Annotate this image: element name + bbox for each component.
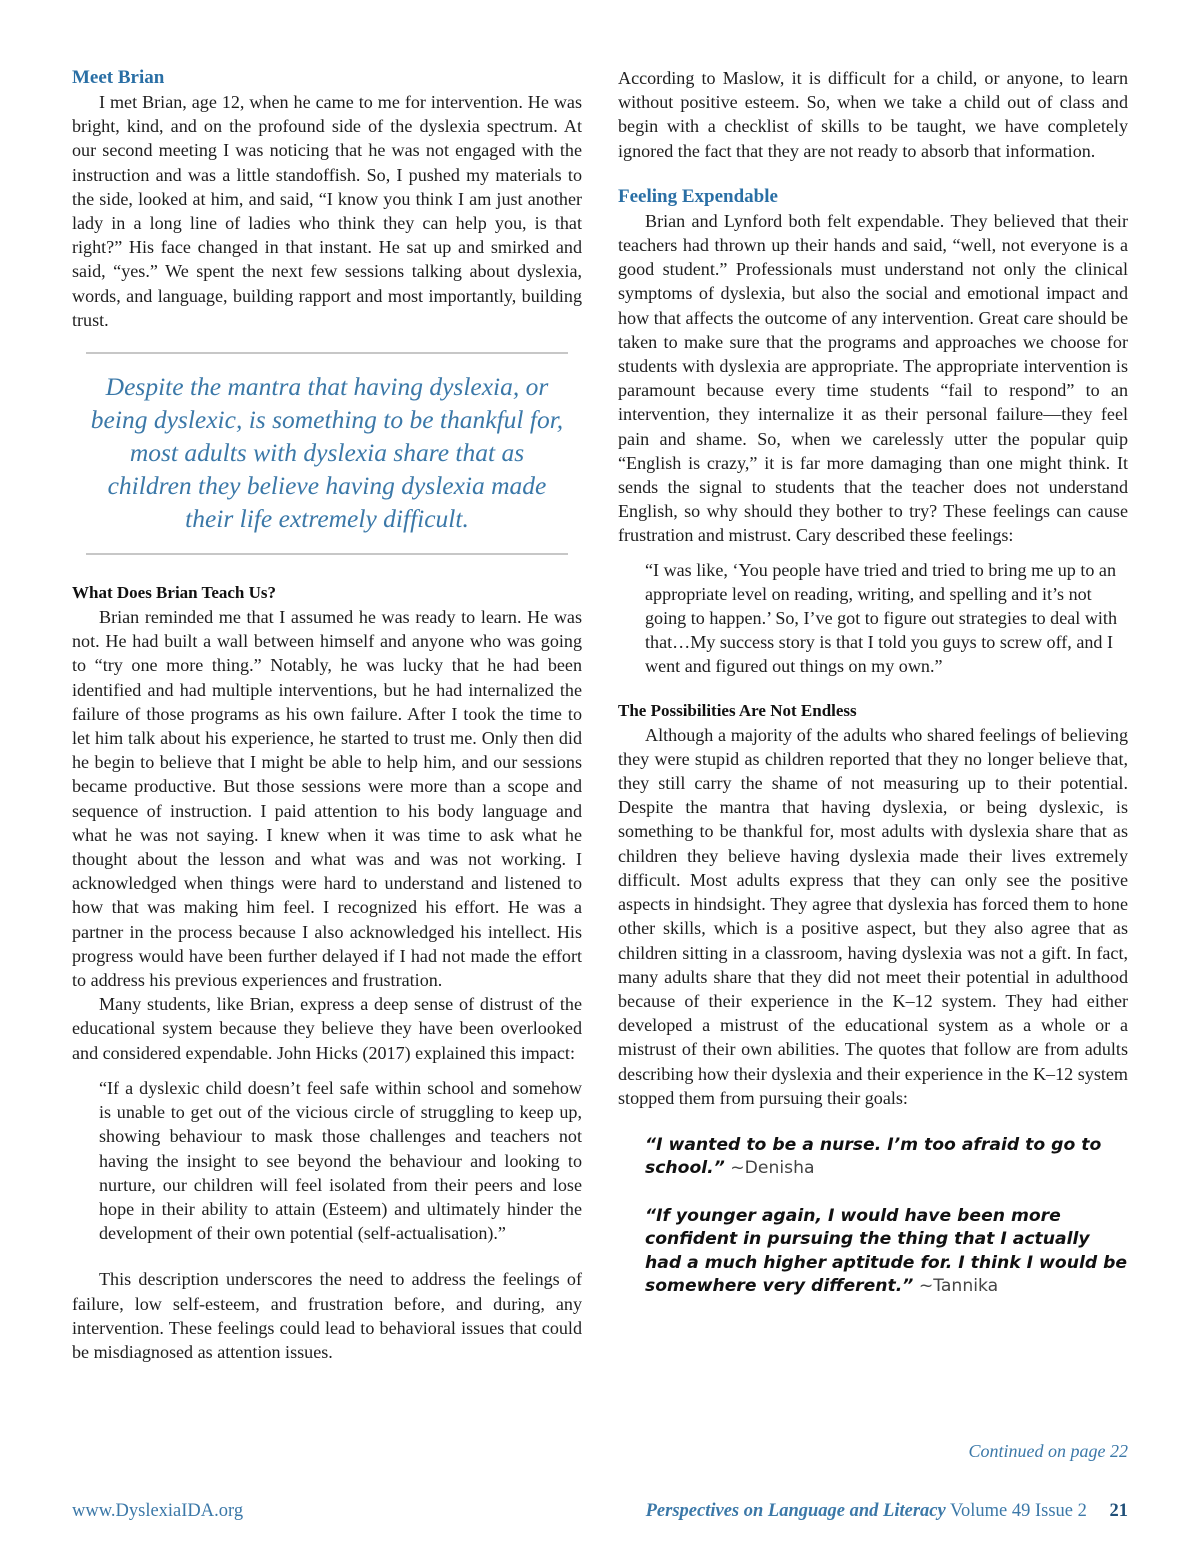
website-link[interactable]: www.DyslexiaIDA.org bbox=[72, 1501, 244, 1521]
left-column bbox=[72, 66, 582, 1364]
magazine-title: Perspectives on Language and Literacy bbox=[645, 1501, 946, 1521]
quote-text: “I wanted to be a nurse. I’m too afraid to go to school.” bbox=[645, 1134, 1102, 1179]
quote-text: “If younger again, I would have been more confident in pursuing the thing that I actually had a much higher aptitude for. I think I would be somewhere very different.” bbox=[645, 1205, 1128, 1297]
quote-author: ~Denisha bbox=[730, 1158, 815, 1179]
block-quote bbox=[645, 558, 1128, 679]
block-quote-text: “If a dyslexic child doesn’t feel safe within school and somehow is unable to get out of the vicious circle of struggling to keep up, showing behaviour to mask those challenges and teachers not having the insight to see beyond the behaviour and looking to nurture, our children will feel isolated from their peers and lose hope in their ability to attain (Esteem) and ultimately hinder the development of their own potential (self-actualisation).” bbox=[99, 1077, 582, 1244]
page-number: 21 bbox=[1109, 1501, 1128, 1521]
paragraph: According to Maslow, it is difficult for a child, or anyone, to learn without positive esteem. So, when we take a child out of class and begin with a checklist of skills to be taught, we have completely ignored the fact that they are not ready to absorb that information. bbox=[618, 68, 1128, 161]
pull-quote bbox=[86, 352, 568, 555]
block-quote bbox=[99, 1076, 582, 1245]
paragraph: Although a majority of the adults who shared feelings of believing they were stupid as children reported that they no longer believe that, they still carry the shame of not measuring up to their potential. Despite the mantra that having dyslexia, or being dyslexic, is something to be thankful for, most adults with dyslexia share that as children they believe having dyslexia made their lives extremely difficult. Most adults express that they can only see the positive aspects in hindsight. They agree that dyslexia has forced them to hone other skills, which is a positive aspect, but they also agree that as children sitting in a classroom, having dyslexia was not a gift. In fact, many adults share that they did not meet their potential in adulthood because of their experience in the K–12 system. They had either developed a mistrust of the educational system as a whole or a mistrust of their own abilities. The quotes that follow are from adults describing how their dyslexia and their experience in the K–12 system stopped them from pursuing their goals: bbox=[618, 724, 1128, 1108]
section-heading-what-brian: What Does Brian Teach Us? bbox=[72, 583, 277, 603]
paragraph: I met Brian, age 12, when he came to me for intervention. He was bright, kind, and on the profound side of the dyslexia spectrum. At our second meeting I was noticing that he was not engaged with the instruction and was a little standoffish. So, I pushed my materials to the side, looked at him, and said, “I know you think I am just another lady in a long line of ladies who think they can help you, is that right?” His face changed in that instant. He sat up and smirked and said, “yes.” We spent the next few sessions talking about dyslexia, words, and language, building rapport and most importantly, building trust. bbox=[72, 92, 582, 330]
right-column bbox=[618, 66, 1128, 1299]
paragraph: Brian and Lynford both felt expendable. They believed that their teachers had thrown up their hands and said, “well, not everyone is a good student.” Professionals must understand not only the clinical symptoms of dyslexia, but also the social and emotional impact and how that affects the outcome of any intervention. Great care should be taken to make sure that the programs and approaches we choose for students with dyslexia are appropriate. The appropriate intervention is paramount because every time students “fail to respond” to an intervention, they internalize it as their personal failure—they feel pain and shame. So, when we carelessly utter the popular quip “English is crazy,” it is far more damaging than one might think. It sends the signal to students that the teacher does not understand English, so why should they bother to try? These feelings can cause frustration and mistrust. Cary described these feelings: bbox=[618, 210, 1128, 546]
page-footer bbox=[72, 1501, 1128, 1527]
adult-quote bbox=[645, 1205, 1128, 1299]
paragraph: This description underscores the need to address the feelings of failure, low self-esteem, and frustration before, and during, any intervention. These feelings could lead to behavioral issues that could be misdiagnosed as attention issues. bbox=[72, 1269, 582, 1362]
footer-publication bbox=[646, 1501, 1128, 1522]
paragraph: Brian reminded me that I assumed he was ready to learn. He was not. He had built a wall between himself and anyone who was going to “try one more thing.” Notably, he was lucky that he had been identified and had multiple interventions, but he had internalized the failure of those programs as his own failure. After I took the time to let him talk about his experience, he started to trust me. Only then did he begin to believe that I might be able to help him, and our sessions became productive. But those sessions were more than a scope and sequence of instruction. I paid attention to his body language and what he was not saying. I knew when it was time to ask what he thought about the lesson and what was and was not working. I acknowledged when things were hard to understand and listened to how that was making him feel. I recognized his effort. He was a partner in the process because I also acknowledged his intellect. His progress would have been further delayed if I had not made the effort to address his previous experiences and frustration. bbox=[72, 607, 582, 991]
quote-author: ~Tannika bbox=[918, 1276, 999, 1297]
paragraph: Many students, like Brian, express a deep sense of distrust of the educational system because they believe they have been overlooked and considered expendable. John Hicks (2017) explained this impact: bbox=[72, 994, 582, 1063]
pull-quote-text: Despite the mantra that having dyslexia, or being dyslexic, is something to be thankful for, most adults with dyslexia share that as children they believe having dyslexia made their life extremely difficult. bbox=[90, 372, 564, 534]
section-heading-feeling-expendable: Feeling Expendable bbox=[618, 185, 778, 207]
continued-link[interactable]: Continued on page 22 bbox=[968, 1441, 1128, 1461]
block-quote-text: “I was like, ‘You people have tried and tried to bring me up to an appropriate level on reading, writing, and spelling and it’s not going to happen.’ So, I’ve got to figure out strategies to deal with that…My success story is that I told you guys to screw off, and I went and figured out things on my own.” bbox=[645, 559, 1118, 677]
volume-issue: Volume 49 Issue 2 bbox=[950, 1501, 1087, 1521]
adult-quote bbox=[645, 1134, 1128, 1181]
section-heading-possibilities: The Possibilities Are Not Endless bbox=[618, 700, 857, 720]
section-heading-meet-brian: Meet Brian bbox=[72, 67, 165, 88]
